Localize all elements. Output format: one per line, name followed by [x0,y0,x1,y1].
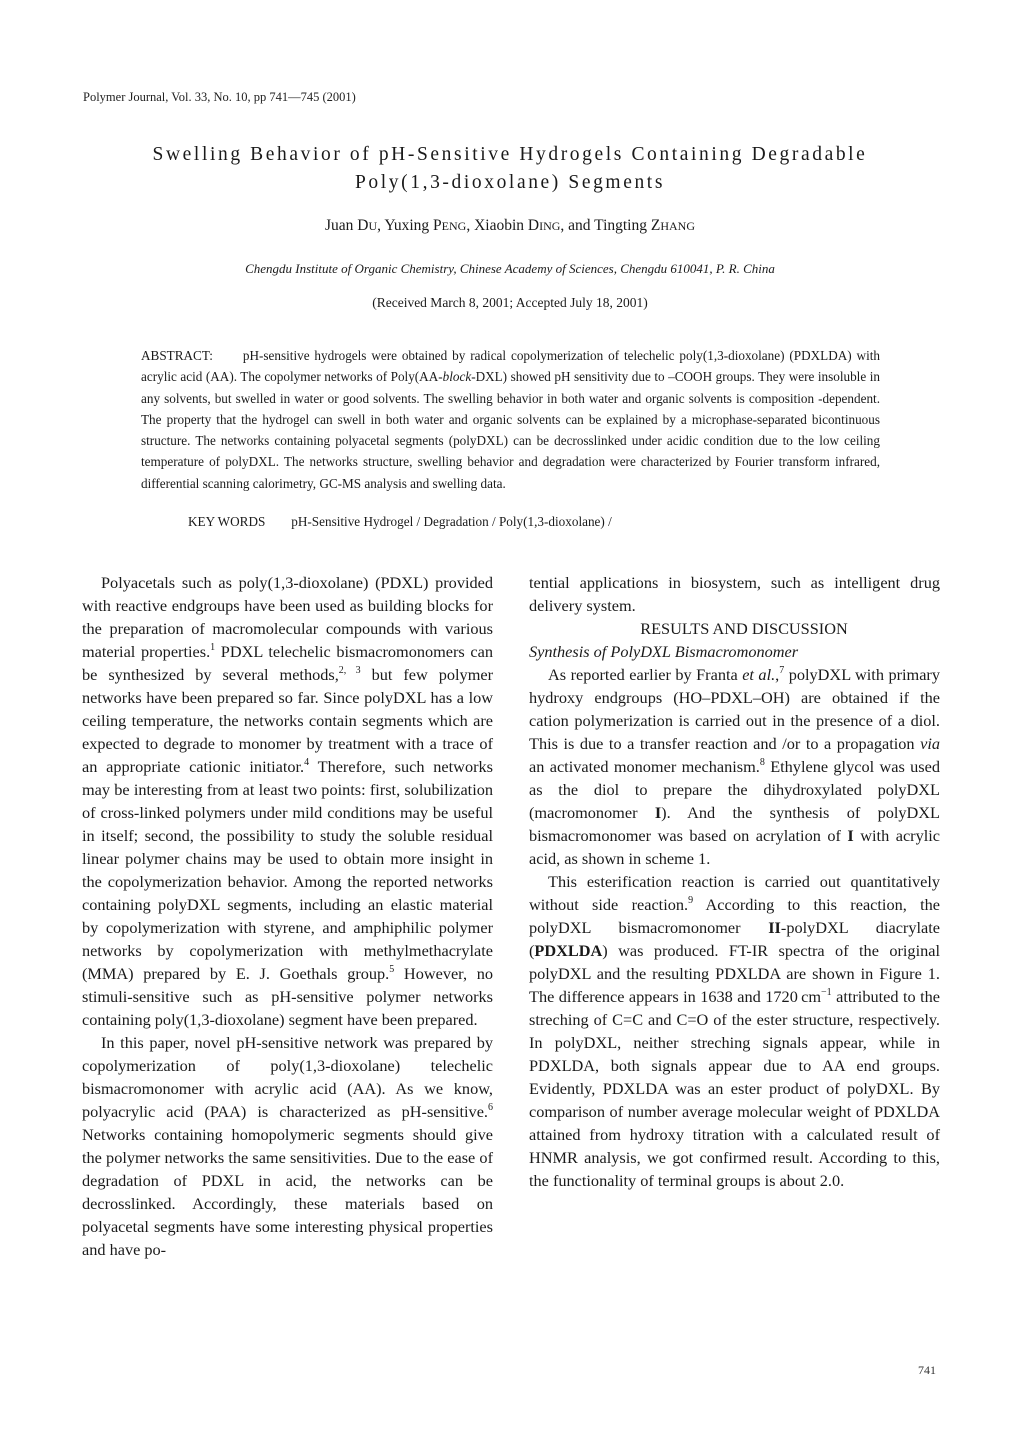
section-heading: RESULTS AND DISCUSSION [640,619,848,638]
citation-ref[interactable]: 6 [488,1102,493,1113]
citation-ref[interactable]: 9 [688,895,694,906]
keywords-label: KEY WORDS [188,514,266,529]
paper-title [0,141,1020,197]
abstract: ABSTRACT: pH-sensitive hydrogels were obtained by radical copolymerization of telechelic poly(1,3-dioxolane) (PDXLDA) with acrylic acid (AA). The copolymer networks of Poly(AA-block-DXL) showed pH sensitivity due to –COOH groups. They were insoluble in any solvents, but swelled in water or good solvents. The swelling behavior in both water and organic solvents is composition -dependent. The property that the hydrogel can swell in both water and organic solvents can be explained by a microphase-separated bicontinuous structure. The networks containing polyacetal segments (polyDXL) can be decrosslinked under acidic condition due to the low ceiling temperature of polyDXL. The networks structure, swelling behavior and degradation were characterized by Fourier transform infrared, differential scanning calorimetry, GC-MS analysis and swelling data. [141,348,880,491]
author: Yuxing PENG [384,217,467,234]
right-column [529,571,940,1192]
author: Juan DU [324,217,378,234]
received-dates: (Received March 8, 2001; Accepted July 18, 2001) [372,295,648,310]
paragraph: As reported earlier by Franta et al.,$^7$ polyDXL with primary hydroxy endgroups (HO–PDXL–OH) are obtained if the cation polymerization is carried out in the presence of a diol. This is due to a transfer reaction and /or to a propagation via an activated monomer mechanism.$^8$ Ethylene glycol was used as the diol to prepare the dihydroxylated polyDXL (macromonomer I). And the synthesis of polyDXL bismacromonomer was based on acrylation of I with acrylic acid, as shown in scheme 1. [529,665,941,868]
left-column [82,571,493,1261]
title-line-1: Swelling Behavior of pH-Sensitive Hydrogels Containing Degradable [152,144,868,165]
journal-reference: Polymer Journal, Vol. 33, No. 10, pp 741—745 (2001) [83,90,356,104]
keywords [188,514,612,530]
citation-ref[interactable]: 8 [759,757,765,768]
title-line-2: Poly(1,3-dioxolane) Segments [354,172,666,193]
paragraph: Polyacetals such as poly(1,3-dioxolane) (PDXL) provided with reactive endgroups have been used as building blocks for the preparation of macromolecular compounds with various material properties.$^1$ PDXL telechelic bismacromonomers can be synthesized by several methods,$^{2, 3}$ but few polymer networks have been prepared so far. Since polyDXL has a low ceiling temperature, the networks contain segments which are expected to degrade to monomer by treatment with a trace of an appropriate cationic initiator.$^4$ Therefore, such networks may be interesting from at least two points: first, solubilization of cross-linked polymers under mild conditions may be useful in itself; second, the possibility to study the soluble residual linear polymer chains may be used to obtain more insight in the copolymerization behavior. Among the reported networks containing polyDXL segments, including an elastic material by copolymerization with styrene, and amphiphilic polymer networks by copolymerization with methylmethacrylate (MMA) prepared by E. J. Goethals group.$^5$ However, no stimuli-sensitive such as pH-sensitive polymer networks containing poly(1,3-dioxolane) segment have been prepared. [82,573,494,1029]
page-number: 741 [918,1363,936,1377]
paragraph: This esterification reaction is carried out quantitatively without side reaction.$^9$ According to this reaction, the polyDXL bismacromonomer II-polyDXL diacrylate (PDXLDA) was produced. FT-IR spectra of the original polyDXL and the resulting PDXLDA are shown in Figure 1. The difference appears in 1638 and 1720 $cm^{-1}$ attributed to the streching of C=C and C=O of the ester structure, respectively. In polyDXL, neither streching signals appear, while in PDXLDA, both signals appear due to AA end groups. Evidently, PDXLDA was an ester product of polyDXL. By comparison of number average molecular weight of PDXLDA attained from hydroxy titration with a calculated result of HNMR analysis, we got confirmed result. According to this, the functionality of terminal groups is about 2.0. [529,872,941,1190]
abstract-label: ABSTRACT: [141,348,213,363]
paragraph: In this paper, novel pH-sensitive network was prepared by copolymerization of poly(1,3-dioxolane) telechelic bismacromonomer with acrylic acid (AA). As we know, polyacrylic acid (PAA) is characterized as pH-sensitive.$^6$ Networks containing homopolymeric segments should give the polymer networks the same sensitivities. Due to the ease of degradation of PDXL in acid, the networks can be decrosslinked. Accordingly, these materials based on polyacetal segments have some interesting physical properties and have po- [82,1033,493,1259]
citation-ref[interactable]: 4 [304,757,310,768]
author-list: Juan DU, Yuxing PENG, Xiaobin DING, and Tingting ZHANG [324,217,695,234]
affiliation: Chengdu Institute of Organic Chemistry, Chinese Academy of Sciences, Chengdu 610041, P. R. China [245,261,775,276]
unit-exponent: −1 [821,987,832,998]
paragraph-continued: tential applications in biosystem, such as intelligent drug delivery system. [529,573,940,615]
citation-ref[interactable]: 2, 3 [338,665,361,676]
citation-ref[interactable]: 5 [389,964,395,975]
subsection-heading: Synthesis of PolyDXL Bismacromonomer [529,642,799,661]
keywords-text: pH-Sensitive Hydrogel / Degradation / Poly(1,3-dioxolane) / [291,514,612,529]
citation-ref[interactable]: 1 [210,642,216,653]
author: Xiaobin DING [474,217,561,234]
author: Tingting ZHANG [594,217,695,234]
citation-ref[interactable]: 7 [779,665,785,676]
